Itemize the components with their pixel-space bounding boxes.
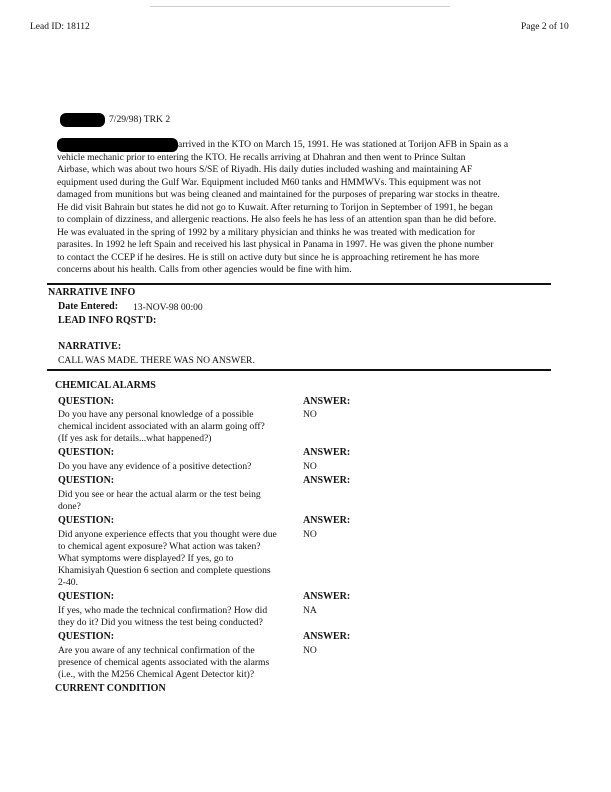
entry-line: Airbase, which was about two hours S/SE of Riyadh. His daily duties included washing and maintaining AF — [57, 164, 473, 175]
narrative-text: CALL WAS MADE. THERE WAS NO ANSWER. — [58, 355, 255, 366]
current-condition-heading: CURRENT CONDITION — [55, 683, 166, 694]
entry-date-track: 7/29/98) TRK 2 — [109, 114, 171, 125]
entry-line: to contact the CCEP if he desires. He is still on active duty but since he is approaching retirement he has more — [57, 251, 480, 263]
redaction-bar — [60, 113, 105, 127]
question-text: Are you aware of any technical confirmation of the — [58, 645, 255, 656]
lead-info-label: LEAD INFO RQST'D: — [58, 315, 157, 326]
entry-line: arrived in the KTO on March 15, 1991. He was stationed at Torijon AFB in Spain as a — [178, 139, 509, 150]
question-label: QUESTION: — [58, 447, 115, 458]
entry-line: vehicle mechanic prior to entering the KTO. He recalls arriving at Dhahran and then went to Prince Sultan — [57, 151, 466, 163]
question-text: they do it? Did you witness the test being conducted? — [58, 617, 263, 628]
entry-line: equipment used during the Gulf War. Equipment included M60 tanks and HMMWVs. This equipment was not — [57, 176, 481, 188]
question-label: QUESTION: — [58, 475, 115, 486]
question-text: done? — [58, 501, 81, 512]
chemical-alarms-heading: CHEMICAL ALARMS — [55, 380, 156, 391]
question-text: (i.e., with the M256 Chemical Agent Detector kit)? — [58, 669, 255, 680]
answer-value: NO — [303, 461, 317, 472]
date-entered-label: Date Entered: — [58, 301, 119, 312]
section-divider — [47, 283, 551, 285]
date-entered-value: 13-NOV-98 00:00 — [133, 302, 203, 313]
question-text: to chemical agent exposure? What action was taken? — [58, 541, 261, 552]
entry-line: He did visit Bahrain but states he did not go to Kuwait. After returning to Torijon in September of 1991, he began — [57, 201, 493, 213]
scan-artifact — [150, 6, 450, 7]
answer-label: ANSWER: — [303, 631, 351, 642]
answer-label: ANSWER: — [303, 475, 351, 486]
lead-id: Lead ID: 18112 — [30, 22, 90, 32]
answer-label: ANSWER: — [303, 396, 351, 407]
question-label: QUESTION: — [58, 515, 115, 526]
page-number: Page 2 of 10 — [521, 22, 569, 32]
question-label: QUESTION: — [58, 591, 115, 602]
question-text: Do you have any evidence of a positive detection? — [58, 461, 252, 472]
question-text: chemical incident associated with an alarm going off? — [58, 421, 265, 432]
question-label: QUESTION: — [58, 631, 115, 642]
question-text: If yes, who made the technical confirmation? How did — [58, 605, 268, 616]
answer-label: ANSWER: — [303, 447, 351, 458]
question-text: Did you see or hear the actual alarm or the test being — [58, 489, 261, 500]
question-label: QUESTION: — [58, 396, 115, 407]
entry-line: to complain of dizziness, and allergenic reactions. He also feels he has less of an attention span than he did before. — [57, 214, 497, 225]
question-text: What symptoms were displayed? If yes, go to — [58, 553, 234, 564]
answer-value: NA — [303, 605, 317, 616]
answer-label: ANSWER: — [303, 515, 351, 526]
answer-value: NO — [303, 529, 317, 540]
question-text: 2-40. — [58, 577, 78, 588]
answer-value: NO — [303, 645, 317, 656]
entry-line: damaged from munitions but was being cleaned and maintained for the purposes of preparing war stocks in theatre. — [57, 189, 500, 200]
question-text: Khamisiyah Question 6 section and complete questions — [58, 565, 271, 576]
entry-line: parasites. In 1992 he left Spain and received his last physical in Panama in 1997. He was given the phone number — [57, 239, 494, 250]
question-text: (If yes ask for details...what happened?) — [58, 433, 212, 444]
narrative-label: NARRATIVE: — [58, 341, 122, 352]
narrative-info-heading: NARRATIVE INFO — [48, 287, 136, 298]
answer-value: NO — [303, 409, 317, 420]
question-text: Did anyone experience effects that you thought were due — [58, 529, 277, 540]
section-divider — [47, 369, 551, 371]
entry-line: concerns about his health. Calls from other agencies would be fine with him. — [57, 264, 352, 275]
entry-line: He was evaluated in the spring of 1992 by a military physician and thinks he was treated with medication for — [57, 226, 476, 238]
question-text: Do you have any personal knowledge of a possible — [58, 409, 254, 420]
redaction-bar — [57, 138, 178, 152]
answer-label: ANSWER: — [303, 591, 351, 602]
question-text: presence of chemical agents associated with the alarms — [58, 657, 270, 668]
